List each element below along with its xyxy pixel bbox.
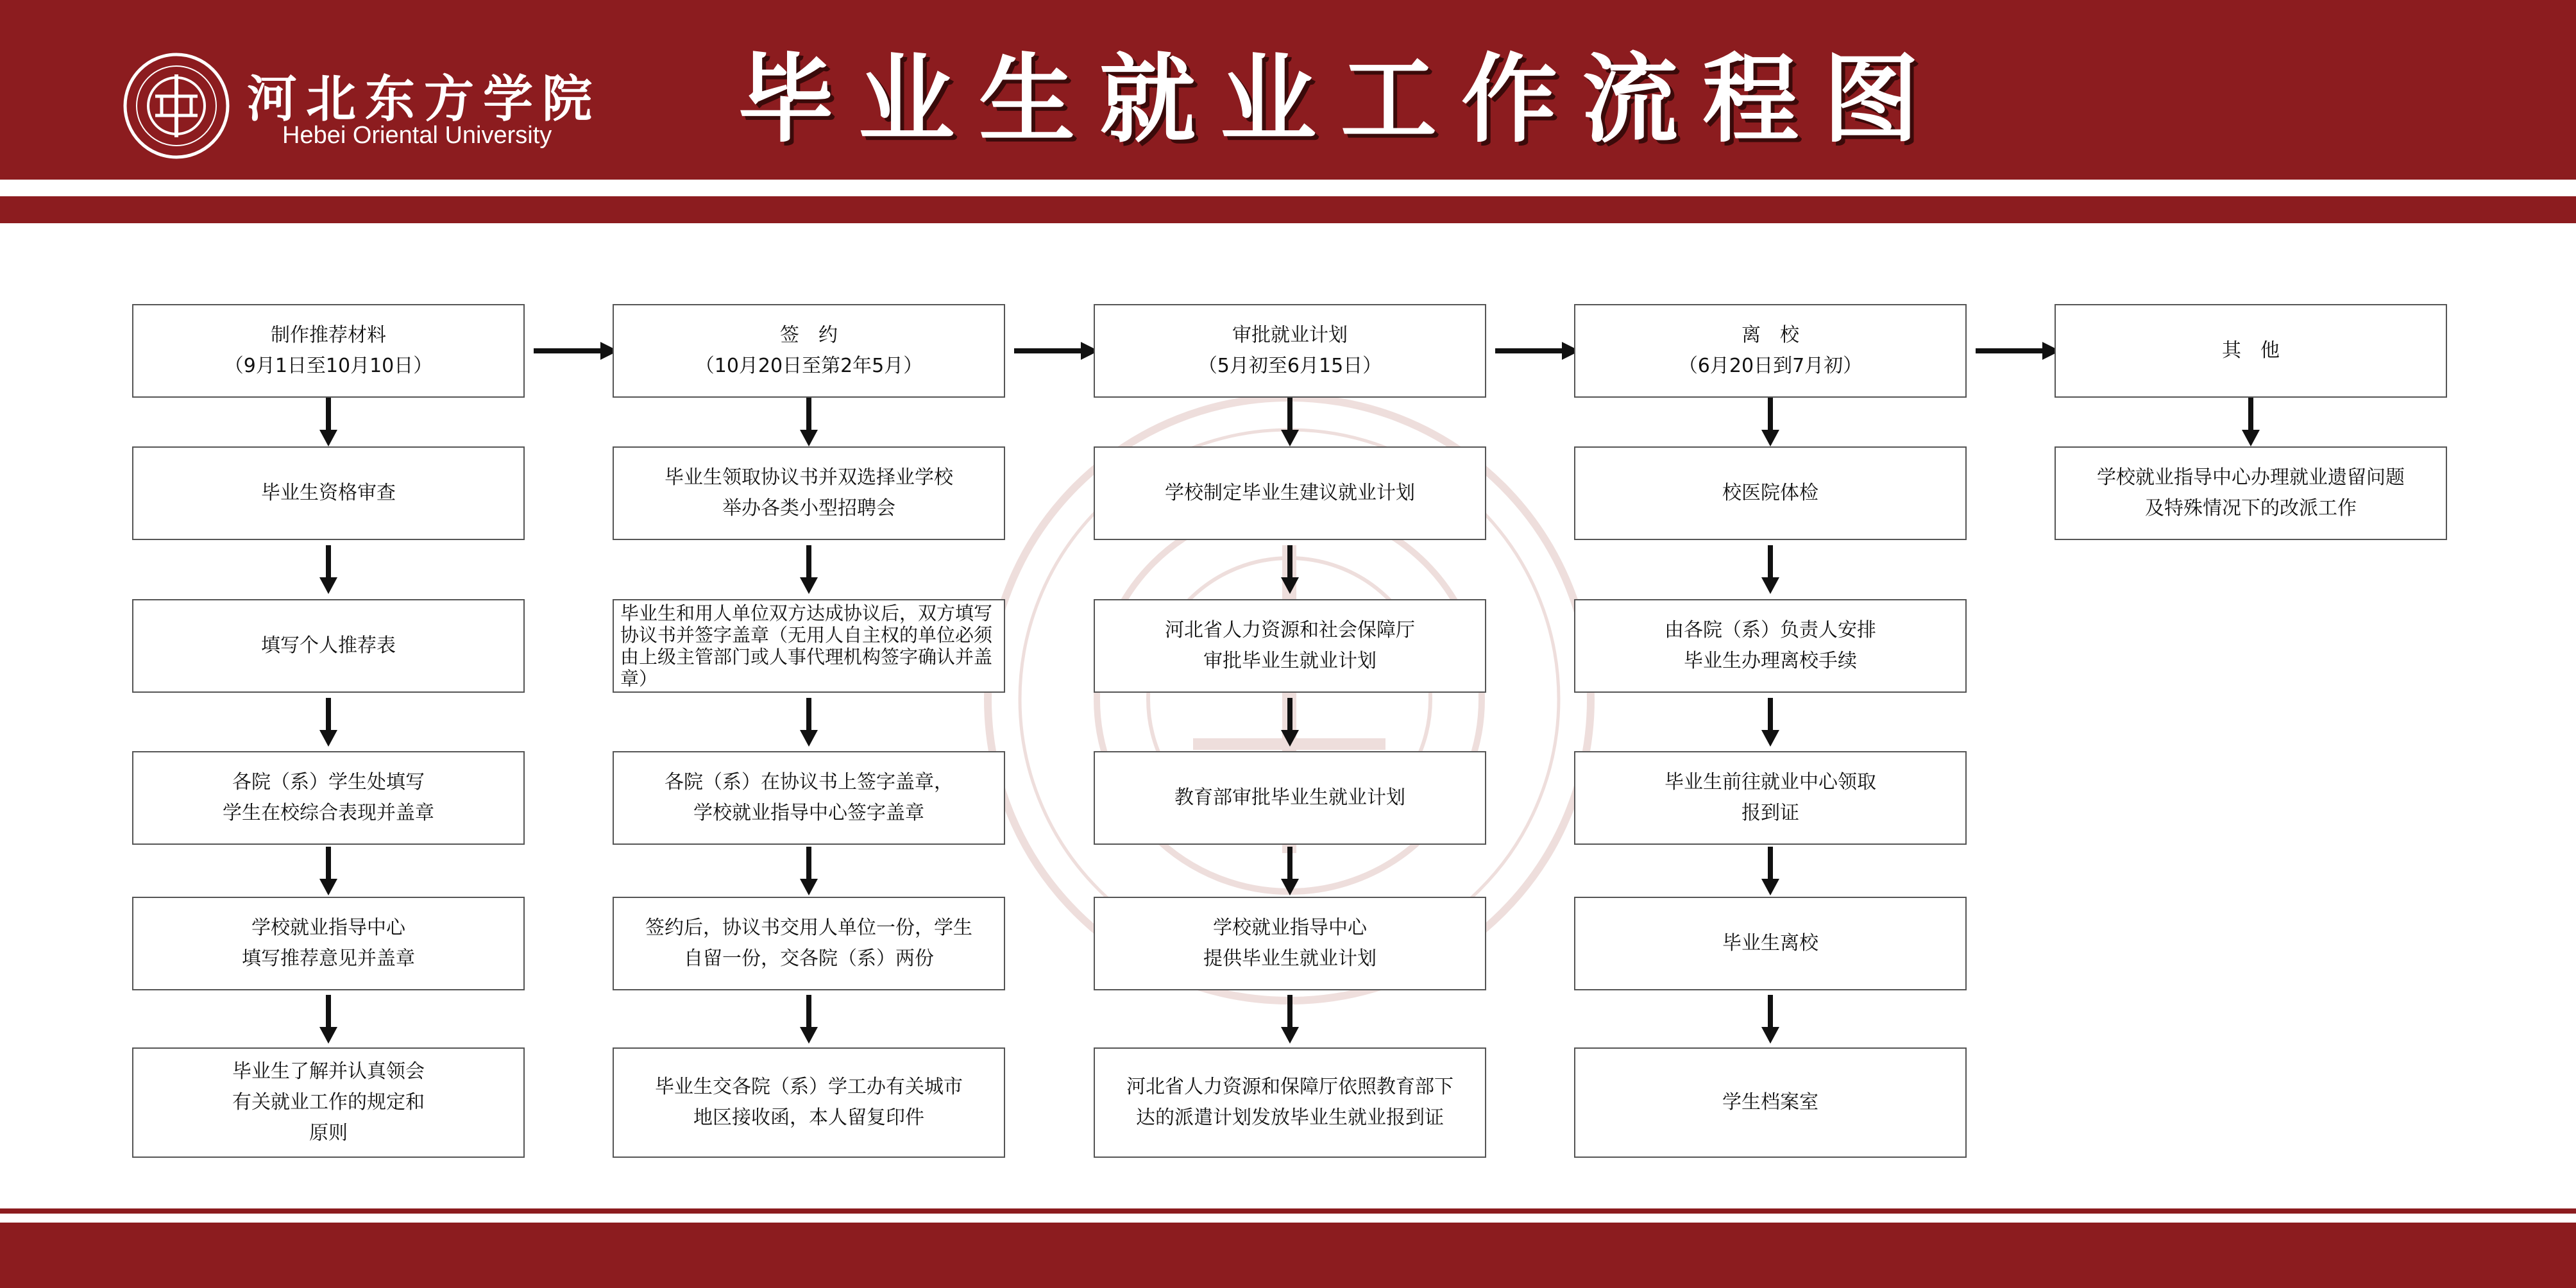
arrow-down-icon bbox=[1280, 847, 1300, 895]
university-emblem-icon bbox=[122, 51, 231, 160]
flow-step-box bbox=[613, 599, 1005, 693]
header-stripe bbox=[0, 196, 2576, 223]
box-text-line: 由各院（系）负责人安排 bbox=[1665, 619, 1876, 641]
arrow-down-icon bbox=[319, 698, 338, 747]
footer-line bbox=[0, 1208, 2576, 1214]
flow-step-box bbox=[132, 446, 525, 540]
box-text-line: 填写推荐意见并盖章 bbox=[242, 947, 415, 970]
arrow-down-icon bbox=[799, 398, 818, 446]
arrow-down-icon bbox=[1280, 995, 1300, 1044]
school-name-cn: 河北东方学院 bbox=[247, 70, 602, 128]
flow-step-box bbox=[613, 446, 1005, 540]
arrow-down-icon bbox=[319, 847, 338, 895]
arrow-down-icon bbox=[319, 545, 338, 594]
box-text-line: 学校就业指导中心办理就业遗留问题 bbox=[2097, 466, 2405, 489]
arrow-down-icon bbox=[799, 545, 818, 594]
flow-step-box bbox=[613, 751, 1005, 845]
box-text-line: 学校制定毕业生建议就业计划 bbox=[1165, 482, 1415, 504]
arrow-down-icon bbox=[1280, 698, 1300, 747]
box-text-line: 原则 bbox=[309, 1122, 348, 1144]
phase-title: 离 校 bbox=[1741, 324, 1799, 346]
phase-period: （10月20日至第2年5月） bbox=[695, 355, 923, 377]
arrow-down-icon bbox=[2241, 398, 2260, 446]
box-text-line: 及特殊情况下的改派工作 bbox=[2145, 497, 2357, 520]
arrow-down-icon bbox=[1280, 545, 1300, 594]
phase-period: （5月初至6月15日） bbox=[1198, 355, 1382, 377]
arrow-down-icon bbox=[799, 698, 818, 747]
box-text-line: 毕业生了解并认真领会 bbox=[232, 1060, 425, 1083]
arrow-right-icon bbox=[1976, 341, 2060, 360]
flow-step-box bbox=[1094, 897, 1486, 990]
box-text-line: 填写个人推荐表 bbox=[261, 634, 396, 657]
phase-title: 审批就业计划 bbox=[1232, 324, 1348, 346]
box-text-line: 学生在校综合表现并盖章 bbox=[223, 802, 434, 824]
flow-step-box bbox=[613, 897, 1005, 990]
arrow-down-icon bbox=[1761, 995, 1780, 1044]
arrow-right-icon bbox=[1495, 341, 1580, 360]
box-text-line: 河北省人力资源和社会保障厅 bbox=[1165, 619, 1415, 641]
box-text-line: 各院（系）在协议书上签字盖章， bbox=[665, 771, 953, 793]
box-text-line: 毕业生交各院（系）学工办有关城市 bbox=[655, 1076, 963, 1098]
phase-header-box bbox=[2055, 304, 2447, 398]
flow-step-box bbox=[1574, 1047, 1967, 1158]
arrow-right-icon bbox=[534, 341, 618, 360]
flow-step-box bbox=[2055, 446, 2447, 540]
flow-step-box bbox=[132, 751, 525, 845]
box-text-line: 校医院体检 bbox=[1722, 482, 1818, 504]
flow-step-box bbox=[1574, 599, 1967, 693]
box-text-line: 签约后，协议书交用人单位一份，学生 bbox=[645, 917, 972, 939]
arrow-down-icon bbox=[1761, 698, 1780, 747]
box-text-line: 毕业生领取协议书并双选择业学校 bbox=[665, 466, 953, 489]
school-name-en: Hebei Oriental University bbox=[282, 122, 552, 149]
arrow-down-icon bbox=[799, 847, 818, 895]
box-text-line: 毕业生办理离校手续 bbox=[1684, 650, 1857, 672]
arrow-down-icon bbox=[1761, 847, 1780, 895]
arrow-right-icon bbox=[1014, 341, 1099, 360]
box-text-line: 审批毕业生就业计划 bbox=[1203, 650, 1377, 672]
page-title: 毕业生就业工作流程图 bbox=[738, 43, 1944, 156]
flow-step-box bbox=[1574, 897, 1967, 990]
phase-title: 制作推荐材料 bbox=[271, 324, 386, 346]
box-text-line: 有关就业工作的规定和 bbox=[232, 1091, 425, 1114]
box-text-line: 地区接收函，本人留复印件 bbox=[693, 1106, 924, 1129]
box-text-line: 举办各类小型招聘会 bbox=[722, 497, 895, 520]
box-text-line: 教育部审批毕业生就业计划 bbox=[1174, 786, 1405, 809]
flow-step-box bbox=[1094, 1047, 1486, 1158]
box-text-line: 毕业生和用人单位双方达成协议后，双方填写协议书并签字盖章（无用人自主权的单位必须由上级主管部门或人事代理机构签字确认并盖章） bbox=[620, 602, 993, 690]
flow-step-box bbox=[1094, 446, 1486, 540]
footer-banner bbox=[0, 1223, 2576, 1288]
box-text-line: 学校就业指导中心签字盖章 bbox=[693, 802, 924, 824]
phase-header-box bbox=[1094, 304, 1486, 398]
phase-period: （6月20日到7月初） bbox=[1678, 355, 1863, 377]
phase-header-box bbox=[132, 304, 525, 398]
flow-step-box bbox=[613, 1047, 1005, 1158]
flow-step-box bbox=[1574, 751, 1967, 845]
flow-step-box bbox=[132, 1047, 525, 1158]
arrow-down-icon bbox=[1761, 545, 1780, 594]
flow-step-box bbox=[1574, 446, 1967, 540]
box-text-line: 毕业生前往就业中心领取 bbox=[1665, 771, 1876, 793]
box-text-line: 毕业生离校 bbox=[1722, 932, 1818, 954]
box-text-line: 学生档案室 bbox=[1722, 1091, 1818, 1114]
arrow-down-icon bbox=[1761, 398, 1780, 446]
arrow-down-icon bbox=[799, 995, 818, 1044]
box-text-line: 毕业生资格审查 bbox=[261, 482, 396, 504]
box-text-line: 达的派遣计划发放毕业生就业报到证 bbox=[1136, 1106, 1444, 1129]
phase-header-box bbox=[613, 304, 1005, 398]
flow-step-box bbox=[132, 599, 525, 693]
box-text-line: 自留一份，交各院（系）两份 bbox=[684, 947, 934, 970]
flow-step-box bbox=[132, 897, 525, 990]
flow-step-box bbox=[1094, 751, 1486, 845]
arrow-down-icon bbox=[1280, 398, 1300, 446]
flow-step-box bbox=[1094, 599, 1486, 693]
box-text-line: 河北省人力资源和保障厅依照教育部下 bbox=[1126, 1076, 1453, 1098]
box-text-line: 各院（系）学生处填写 bbox=[232, 771, 425, 793]
phase-period: （9月1日至10月10日） bbox=[224, 355, 433, 377]
box-text-line: 提供毕业生就业计划 bbox=[1203, 947, 1377, 970]
box-text-line: 报到证 bbox=[1741, 802, 1799, 824]
arrow-down-icon bbox=[319, 398, 338, 446]
phase-title: 签 约 bbox=[780, 324, 838, 346]
phase-title: 其 他 bbox=[2222, 339, 2280, 362]
phase-header-box bbox=[1574, 304, 1967, 398]
box-text-line: 学校就业指导中心 bbox=[1213, 917, 1367, 939]
box-text-line: 学校就业指导中心 bbox=[251, 917, 405, 939]
arrow-down-icon bbox=[319, 995, 338, 1044]
